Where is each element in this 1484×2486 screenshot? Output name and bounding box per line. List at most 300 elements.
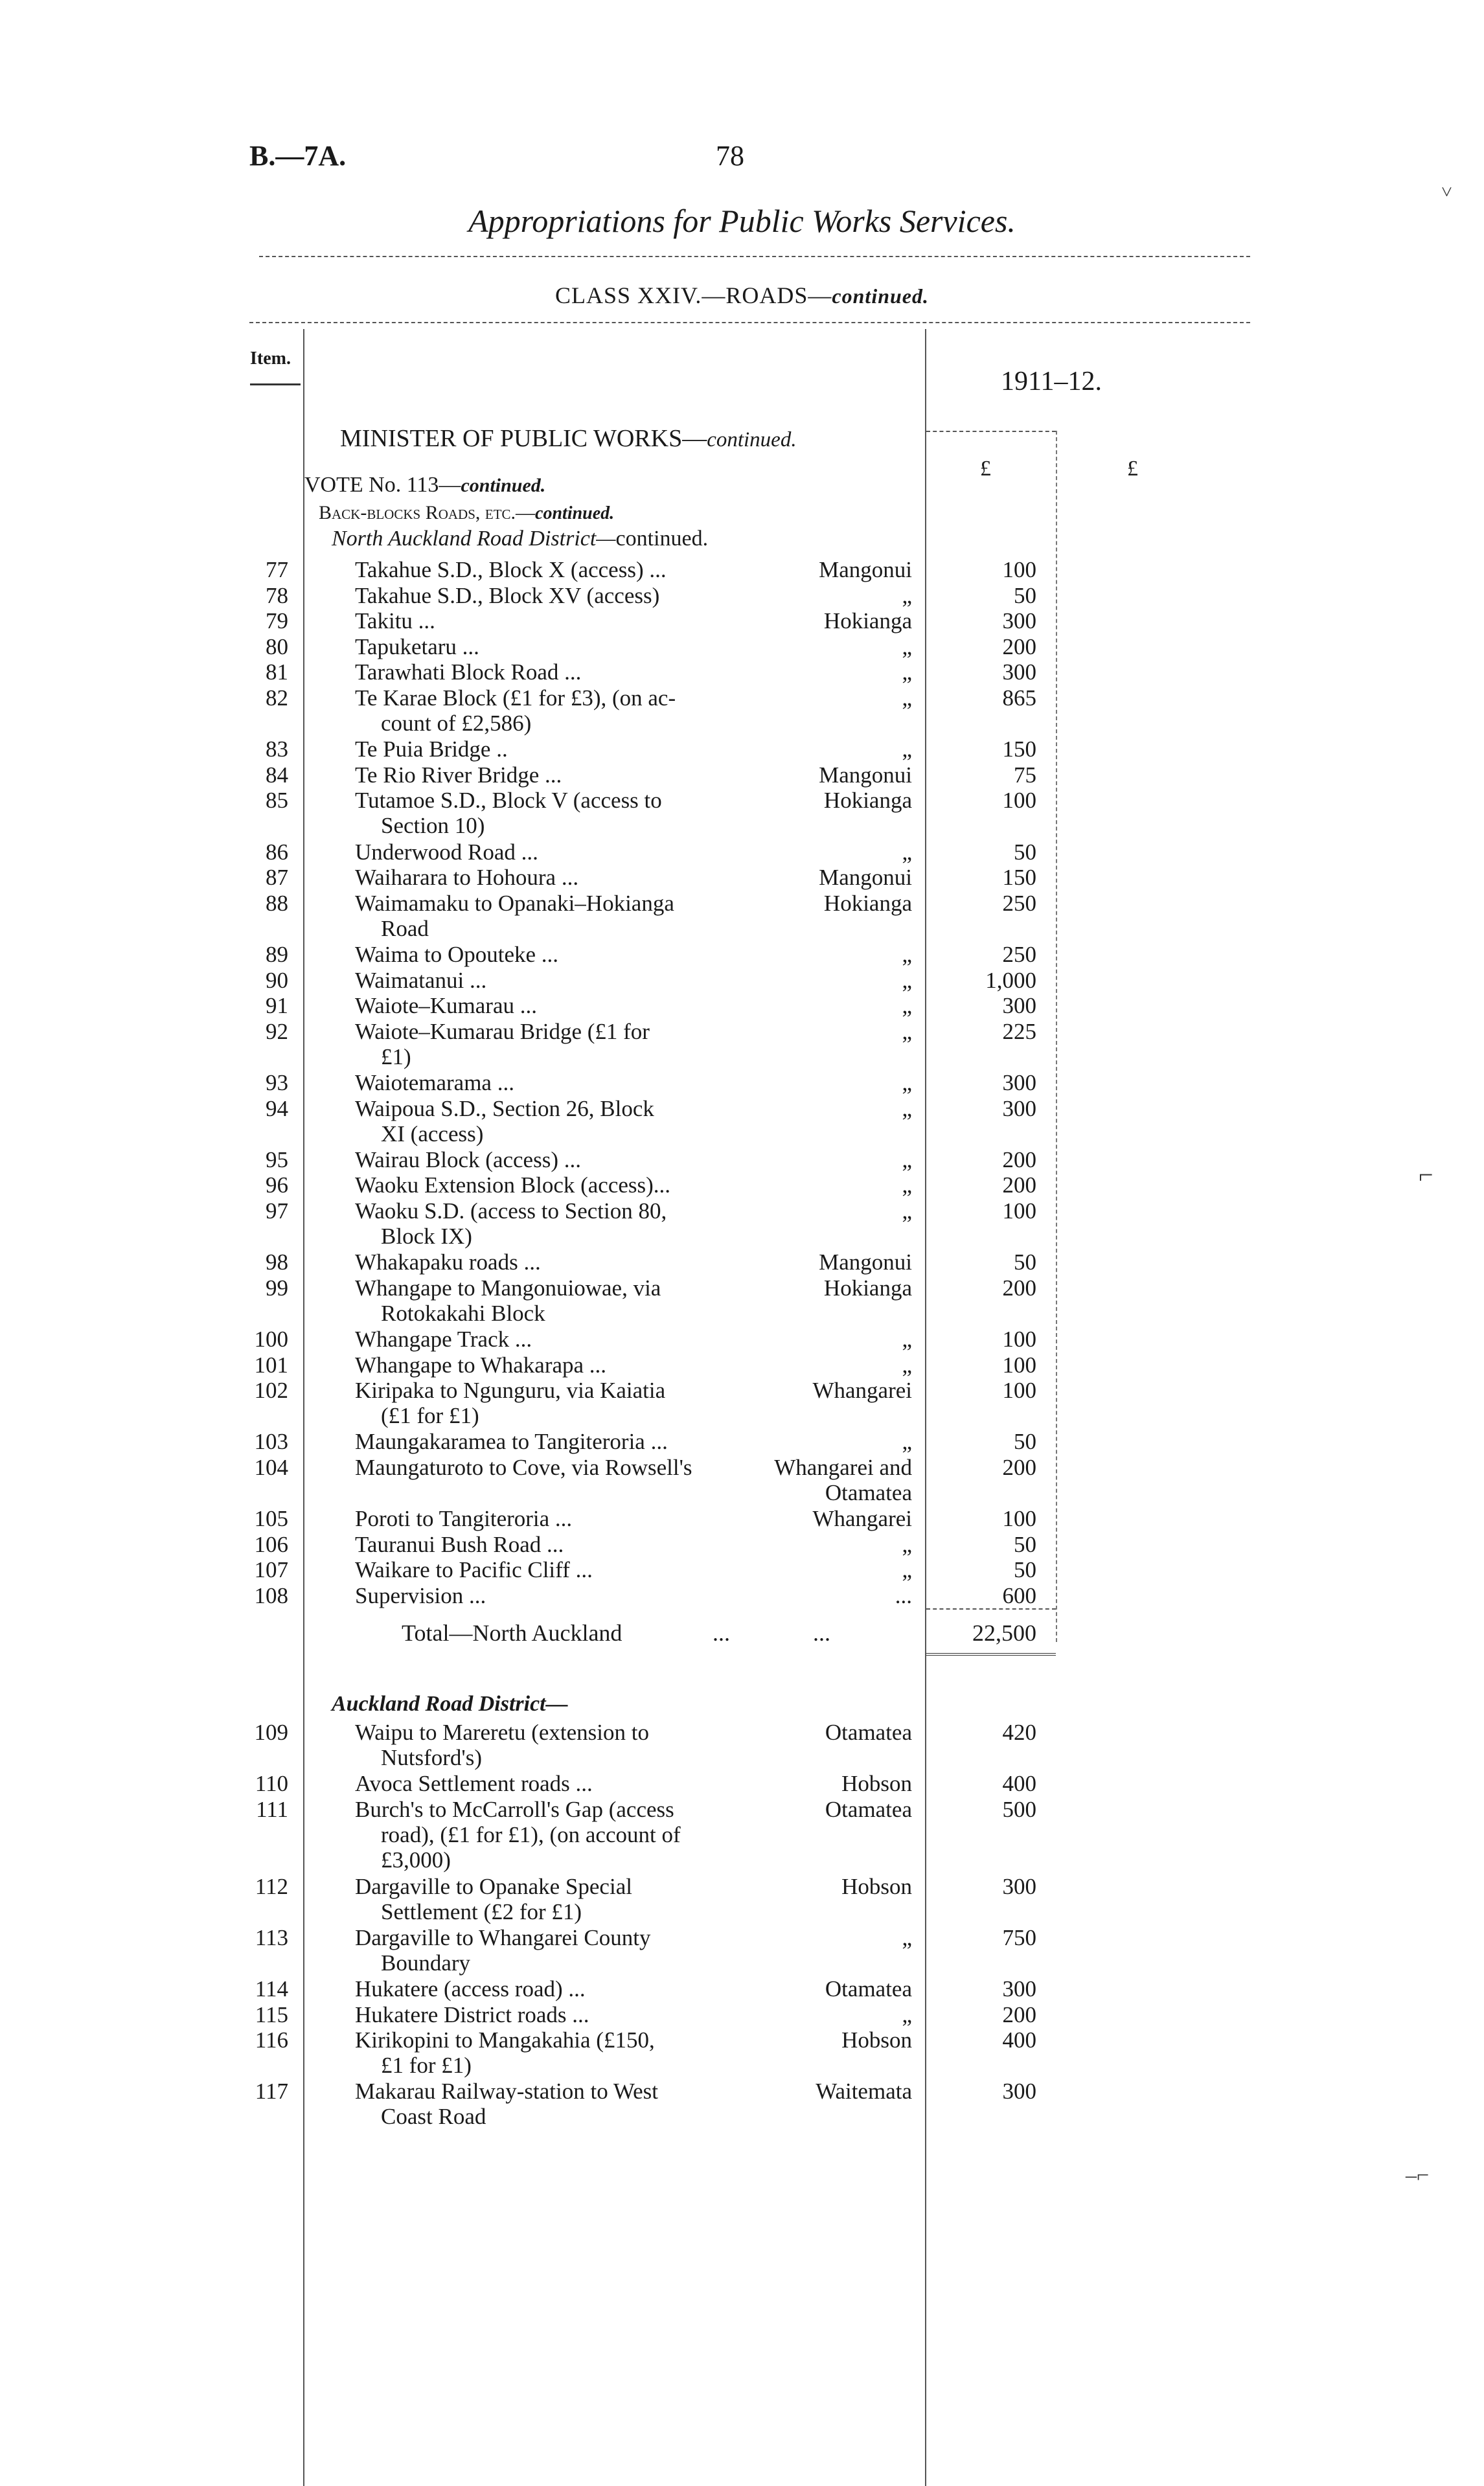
item-district-line: „	[902, 633, 912, 659]
item-number: 81	[266, 659, 288, 685]
item-amount: 50	[1014, 1557, 1036, 1583]
item-district-line: „	[902, 2001, 912, 2027]
item-amount: 750	[1002, 1924, 1036, 1950]
minister-heading-text: MINISTER OF PUBLIC WORKS—	[340, 425, 707, 452]
total-district-dots: ...	[813, 1620, 830, 1646]
item-number: 93	[266, 1070, 288, 1095]
item-amount: 100	[1002, 557, 1036, 582]
item-number: 108	[254, 1583, 288, 1608]
item-number: 111	[256, 1796, 288, 1822]
total-leader-dots: ...	[713, 1620, 730, 1646]
item-number: 89	[266, 942, 288, 967]
item-district-line: Mangonui	[819, 1249, 912, 1275]
item-district	[738, 634, 912, 659]
north-district-heading-continued: continued.	[615, 527, 709, 551]
class-heading-text: CLASS XXIV.—ROADS—	[555, 282, 832, 308]
item-amount: 300	[1002, 608, 1036, 634]
item-description	[355, 1532, 744, 1557]
item-description-line: Tarawhati Block Road ...	[355, 659, 582, 685]
item-description	[355, 788, 744, 838]
item-description-line: Takahue S.D., Block XV (access)	[355, 582, 660, 608]
margin-mark: ˅	[1441, 181, 1452, 203]
item-district	[738, 1429, 912, 1454]
item-district-line: „	[902, 1198, 912, 1224]
item-description-continuation: Rotokakahi Block	[381, 1300, 545, 1326]
item-number: 105	[254, 1506, 288, 1532]
item-number: 88	[266, 890, 288, 916]
item-district-line: „	[902, 659, 912, 685]
item-description	[355, 1172, 744, 1198]
item-number: 91	[266, 993, 288, 1019]
item-description	[355, 659, 744, 685]
item-description	[355, 1378, 744, 1428]
item-number: 116	[255, 2027, 288, 2053]
item-number: 102	[254, 1378, 288, 1404]
item-description	[355, 1976, 744, 2001]
item-description	[355, 762, 744, 788]
total-label: Total—North Auckland	[402, 1620, 622, 1646]
item-amount: 100	[1002, 788, 1036, 814]
item-district-line: Waitemata	[816, 2079, 912, 2104]
item-description-continuation: Section 10)	[381, 813, 485, 839]
item-district	[738, 1771, 912, 1796]
item-district-line: „	[902, 839, 912, 865]
north-district-heading	[332, 527, 708, 551]
item-number: 106	[254, 1531, 288, 1557]
item-district	[738, 788, 912, 813]
item-description-continuation: Coast Road	[381, 2104, 486, 2130]
item-amount: 200	[1002, 1172, 1036, 1198]
item-description-continuation: Settlement (£2 for £1)	[381, 1899, 582, 1924]
item-description-line: Dargaville to Opanake Special	[355, 1873, 632, 1899]
item-number: 83	[266, 736, 288, 762]
item-amount: 865	[1002, 685, 1036, 711]
item-number: 113	[255, 1924, 288, 1950]
minister-heading-continued: continued.	[707, 428, 797, 451]
item-description-line: Hukatere District roads ...	[355, 2001, 589, 2027]
item-amount: 300	[1002, 659, 1036, 685]
document-reference: B.—7A.	[249, 140, 347, 172]
item-district-line: „	[902, 1018, 912, 1044]
auckland-district-heading: Auckland Road District—	[332, 1692, 568, 1716]
item-description-line: Waoku Extension Block (access)...	[355, 1172, 671, 1198]
item-description	[355, 1771, 744, 1796]
pound-column-1: £	[980, 457, 991, 481]
item-district	[738, 1327, 912, 1352]
item-district-line: „	[902, 736, 912, 762]
item-description-line: Tapuketaru ...	[355, 633, 479, 659]
item-amount: 75	[1014, 762, 1036, 788]
item-description-line: Makarau Railway-station to West	[355, 2079, 658, 2104]
item-district-line: „	[902, 1352, 912, 1378]
vote-heading	[304, 473, 545, 497]
item-number: 87	[266, 865, 288, 891]
margin-mark: –⌐	[1406, 2163, 1430, 2187]
pound-column-2: £	[1127, 457, 1138, 481]
backblocks-heading	[319, 502, 614, 524]
item-description	[355, 1925, 744, 1976]
item-description-line: Waimamaku to Opanaki–Hokianga	[355, 890, 674, 916]
item-description-line: Te Karae Block (£1 for £3), (on ac-	[355, 685, 676, 711]
page-title: Appropriations for Public Works Services.	[468, 203, 1016, 239]
item-district-line: Hokianga	[823, 890, 912, 916]
item-amount: 200	[1002, 1455, 1036, 1480]
item-number: 110	[255, 1771, 288, 1797]
item-description	[355, 1275, 744, 1326]
item-district-line: „	[902, 685, 912, 711]
item-district	[738, 1378, 912, 1403]
item-number: 115	[255, 2001, 288, 2027]
item-amount: 150	[1002, 865, 1036, 891]
backblocks-heading-continued: continued.	[535, 503, 615, 523]
item-number: 114	[255, 1976, 288, 2001]
item-description-line: Whakapaku roads ...	[355, 1249, 541, 1275]
item-district-line: „	[902, 1327, 912, 1352]
item-description-continuation: Nutsford's)	[381, 1745, 483, 1770]
item-district	[738, 1455, 912, 1505]
item-description-continuation: Block IX)	[381, 1224, 472, 1249]
item-description-line: Waimatanui ...	[355, 967, 487, 993]
item-description-line: Tutamoe S.D., Block V (access to	[355, 788, 662, 814]
class-rule	[249, 322, 1250, 323]
item-district	[738, 1506, 912, 1531]
item-description	[355, 1198, 744, 1249]
item-description	[355, 1352, 744, 1378]
item-amount: 200	[1002, 1275, 1036, 1301]
item-district	[738, 1797, 912, 1822]
class-heading-continued: continued.	[832, 284, 929, 308]
item-number: 103	[254, 1429, 288, 1455]
item-district-line: Otamatea	[825, 1976, 912, 2001]
item-district	[738, 1019, 912, 1044]
item-description	[355, 1019, 744, 1069]
title-rule	[259, 256, 1250, 257]
item-amount: 200	[1002, 1146, 1036, 1172]
item-amount: 100	[1002, 1506, 1036, 1532]
item-description	[355, 891, 744, 941]
item-description-line: Waipoua S.D., Section 26, Block	[355, 1095, 654, 1121]
item-description-line: Waiote–Kumarau Bridge (£1 for	[355, 1018, 650, 1044]
item-amount: 300	[1002, 1873, 1036, 1899]
item-district-line: „	[902, 1070, 912, 1095]
item-amount: 100	[1002, 1352, 1036, 1378]
item-district	[738, 891, 912, 916]
item-number: 85	[266, 788, 288, 814]
item-number: 100	[254, 1327, 288, 1352]
item-district	[738, 1070, 912, 1095]
item-description	[355, 557, 744, 582]
district-column-divider	[925, 329, 926, 2486]
item-description-line: Tauranui Bush Road ...	[355, 1531, 564, 1557]
item-description-line: Waima to Opouteke ...	[355, 942, 559, 967]
item-district	[738, 1557, 912, 1582]
item-description-line: Avoca Settlement roads ...	[355, 1771, 593, 1797]
item-amount: 100	[1002, 1327, 1036, 1352]
item-district-line: Whangarei and	[774, 1455, 912, 1480]
item-amount: 600	[1002, 1583, 1036, 1608]
item-district	[738, 2002, 912, 2027]
item-amount: 50	[1014, 1429, 1036, 1455]
item-description	[355, 2027, 744, 2078]
item-number: 101	[254, 1352, 288, 1378]
page-number: 78	[716, 140, 744, 172]
item-amount: 100	[1002, 1198, 1036, 1224]
item-amount: 400	[1002, 2027, 1036, 2053]
item-description-continuation: road), (£1 for £1), (on account of	[381, 1821, 681, 1847]
item-number: 82	[266, 685, 288, 711]
item-district	[738, 608, 912, 633]
item-description-line: Dargaville to Whangarei County	[355, 1924, 651, 1950]
item-district-line: „	[902, 1531, 912, 1557]
item-description	[355, 1720, 744, 1770]
item-district	[738, 839, 912, 865]
item-district	[738, 2079, 912, 2104]
item-description	[355, 1327, 744, 1352]
year-heading: 1911–12.	[1001, 367, 1102, 396]
item-district-line: „	[902, 582, 912, 608]
total-top-rule	[926, 1608, 1056, 1610]
item-amount: 100	[1002, 1378, 1036, 1404]
item-district	[738, 1147, 912, 1172]
item-description	[355, 1557, 744, 1582]
item-district	[738, 736, 912, 762]
item-district-line: „	[902, 942, 912, 967]
item-description-continuation: count of £2,586)	[381, 711, 532, 736]
item-district	[738, 942, 912, 967]
item-column-label: Item.	[250, 348, 291, 369]
total-amount: 22,500	[972, 1620, 1036, 1646]
minister-heading	[340, 424, 797, 453]
item-district	[738, 1976, 912, 2001]
item-district-line: „	[902, 993, 912, 1019]
item-description-continuation: Road	[381, 915, 429, 941]
item-number: 109	[254, 1720, 288, 1745]
item-district	[738, 1096, 912, 1121]
item-number: 104	[254, 1455, 288, 1480]
item-amount: 400	[1002, 1771, 1036, 1797]
item-district	[738, 685, 912, 711]
item-district-line: Otamatea	[825, 1720, 912, 1745]
item-district	[738, 1874, 912, 1899]
item-description-line: Hukatere (access road) ...	[355, 1976, 586, 2001]
item-description-line: Waiharara to Hohoura ...	[355, 865, 579, 891]
item-description-continuation: £3,000)	[381, 1847, 451, 1873]
item-amount: 50	[1014, 1249, 1036, 1275]
item-district-line: Mangonui	[819, 557, 912, 582]
item-amount: 500	[1002, 1796, 1036, 1822]
item-amount: 300	[1002, 1070, 1036, 1095]
item-number: 117	[255, 2079, 288, 2104]
item-description-line: Waiotemarama ...	[355, 1070, 514, 1095]
item-description-line: Whangape to Mangonuiowae, via	[355, 1275, 661, 1301]
item-district-line: ...	[895, 1583, 912, 1608]
item-district	[738, 1172, 912, 1198]
item-description-line: Waoku S.D. (access to Section 80,	[355, 1198, 667, 1224]
item-description-continuation: £1)	[381, 1043, 411, 1069]
item-description	[355, 634, 744, 659]
item-number: 79	[266, 608, 288, 634]
item-description-line: Underwood Road ...	[355, 839, 538, 865]
item-district	[738, 1249, 912, 1275]
item-amount: 200	[1002, 2001, 1036, 2027]
item-district-line: „	[902, 1557, 912, 1583]
item-number: 107	[254, 1557, 288, 1583]
class-heading	[0, 282, 1484, 309]
item-number: 99	[266, 1275, 288, 1301]
item-amount: 150	[1002, 736, 1036, 762]
item-description-line: Te Rio River Bridge ...	[355, 762, 562, 788]
item-description	[355, 865, 744, 890]
item-district	[738, 1275, 912, 1301]
item-description-line: Whangape Track ...	[355, 1327, 532, 1352]
item-description	[355, 1506, 744, 1531]
item-number: 86	[266, 839, 288, 865]
item-description-continuation: Boundary	[381, 1950, 471, 1976]
item-amount: 200	[1002, 633, 1036, 659]
item-district	[738, 1925, 912, 1950]
item-description	[355, 1249, 744, 1275]
item-district	[738, 1720, 912, 1745]
item-amount: 300	[1002, 993, 1036, 1019]
item-district-line: Hokianga	[823, 1275, 912, 1301]
item-number: 78	[266, 582, 288, 608]
item-district	[738, 865, 912, 890]
item-number: 77	[266, 557, 288, 582]
item-description	[355, 1429, 744, 1454]
item-district	[738, 968, 912, 993]
item-district-line: Whangarei	[812, 1506, 912, 1532]
item-description	[355, 1455, 744, 1480]
item-district-line: „	[902, 1429, 912, 1455]
item-district-line: Mangonui	[819, 762, 912, 788]
item-amount: 420	[1002, 1720, 1036, 1745]
vote-heading-text: VOTE No. 113—	[304, 473, 461, 497]
item-district	[738, 659, 912, 685]
item-district-line: Otamatea	[825, 1796, 912, 1822]
item-district-line: „	[902, 1172, 912, 1198]
item-amount: 250	[1002, 942, 1036, 967]
item-number: 98	[266, 1249, 288, 1275]
item-district-line: Hokianga	[823, 608, 912, 634]
item-district-line: Hobson	[841, 1873, 912, 1899]
item-amount: 1,000	[985, 967, 1036, 993]
item-description	[355, 736, 744, 762]
item-district	[738, 1532, 912, 1557]
item-description	[355, 1096, 744, 1146]
item-description-line: Kiripaka to Ngunguru, via Kaiatia	[355, 1378, 666, 1404]
item-description	[355, 1583, 744, 1608]
item-district	[738, 1198, 912, 1224]
item-description-line: Kirikopini to Mangakahia (£150,	[355, 2027, 655, 2053]
item-description	[355, 968, 744, 993]
item-number: 92	[266, 1018, 288, 1044]
item-amount: 50	[1014, 839, 1036, 865]
item-district-line: Whangarei	[812, 1378, 912, 1404]
item-amount: 50	[1014, 1531, 1036, 1557]
item-number: 97	[266, 1198, 288, 1224]
item-number: 94	[266, 1095, 288, 1121]
item-description-line: Te Puia Bridge ..	[355, 736, 508, 762]
item-description-line: Waikare to Pacific Cliff ...	[355, 1557, 593, 1583]
item-description	[355, 2002, 744, 2027]
item-description	[355, 1070, 744, 1095]
backblocks-heading-text: Back-blocks Roads, etc.—	[319, 502, 536, 523]
item-description	[355, 942, 744, 967]
item-number: 95	[266, 1146, 288, 1172]
item-district-line: „	[902, 967, 912, 993]
item-description	[355, 608, 744, 633]
item-description	[355, 1147, 744, 1172]
item-description	[355, 993, 744, 1018]
item-description	[355, 685, 744, 736]
item-description-line: Poroti to Tangiteroria ...	[355, 1506, 573, 1532]
item-description	[355, 1797, 744, 1873]
item-description	[355, 1874, 744, 1924]
item-district-line: Hobson	[841, 2027, 912, 2053]
item-description-line: Takahue S.D., Block X (access) ...	[355, 557, 667, 582]
item-number: 90	[266, 967, 288, 993]
item-district	[738, 1583, 912, 1608]
total-bottom-rule	[926, 1653, 1056, 1656]
item-district	[738, 557, 912, 582]
vote-heading-continued: continued.	[461, 475, 546, 496]
item-description-line: Whangape to Whakarapa ...	[355, 1352, 607, 1378]
item-district-line: „	[902, 1146, 912, 1172]
item-number: 80	[266, 633, 288, 659]
item-description	[355, 839, 744, 865]
item-amount: 300	[1002, 2079, 1036, 2104]
item-number: 112	[255, 1873, 288, 1899]
item-district-line: „	[902, 1095, 912, 1121]
item-description-continuation: (£1 for £1)	[381, 1403, 479, 1429]
item-description-line: Waiote–Kumarau ...	[355, 993, 537, 1019]
item-description-continuation: XI (access)	[381, 1121, 484, 1146]
item-district-line: „	[902, 1924, 912, 1950]
item-column-divider	[303, 329, 304, 2486]
item-description-line: Maungaturoto to Cove, via Rowsell's	[355, 1455, 692, 1480]
item-amount: 225	[1002, 1018, 1036, 1044]
item-description-line: Takitu ...	[355, 608, 435, 634]
item-district-line: Otamatea	[825, 1480, 912, 1505]
item-number: 96	[266, 1172, 288, 1198]
item-amount: 300	[1002, 1095, 1036, 1121]
item-description	[355, 2079, 744, 2129]
item-district-line: Mangonui	[819, 865, 912, 891]
item-amount: 300	[1002, 1976, 1036, 2001]
item-description-line: Supervision ...	[355, 1583, 486, 1608]
item-district	[738, 762, 912, 788]
north-district-heading-text: North Auckland Road District—	[332, 527, 616, 551]
item-district	[738, 583, 912, 608]
item-description-line: Waipu to Mareretu (extension to	[355, 1720, 649, 1745]
amount-column-divider	[1056, 431, 1057, 1642]
item-description-line: Maungakaramea to Tangiteroria ...	[355, 1429, 668, 1455]
margin-mark: ⌐	[1419, 1160, 1433, 1189]
item-district	[738, 2027, 912, 2053]
item-district	[738, 993, 912, 1018]
year-rule	[926, 431, 1056, 432]
item-number: 84	[266, 762, 288, 788]
item-amount: 50	[1014, 582, 1036, 608]
item-district-line: Hobson	[841, 1771, 912, 1797]
item-description-continuation: £1 for £1)	[381, 2053, 472, 2079]
item-label-underline	[250, 383, 301, 385]
item-district-line: Hokianga	[823, 788, 912, 814]
item-district	[738, 1352, 912, 1378]
item-description-line: Burch's to McCarroll's Gap (access	[355, 1796, 674, 1822]
item-description-line: Wairau Block (access) ...	[355, 1146, 581, 1172]
item-description	[355, 583, 744, 608]
